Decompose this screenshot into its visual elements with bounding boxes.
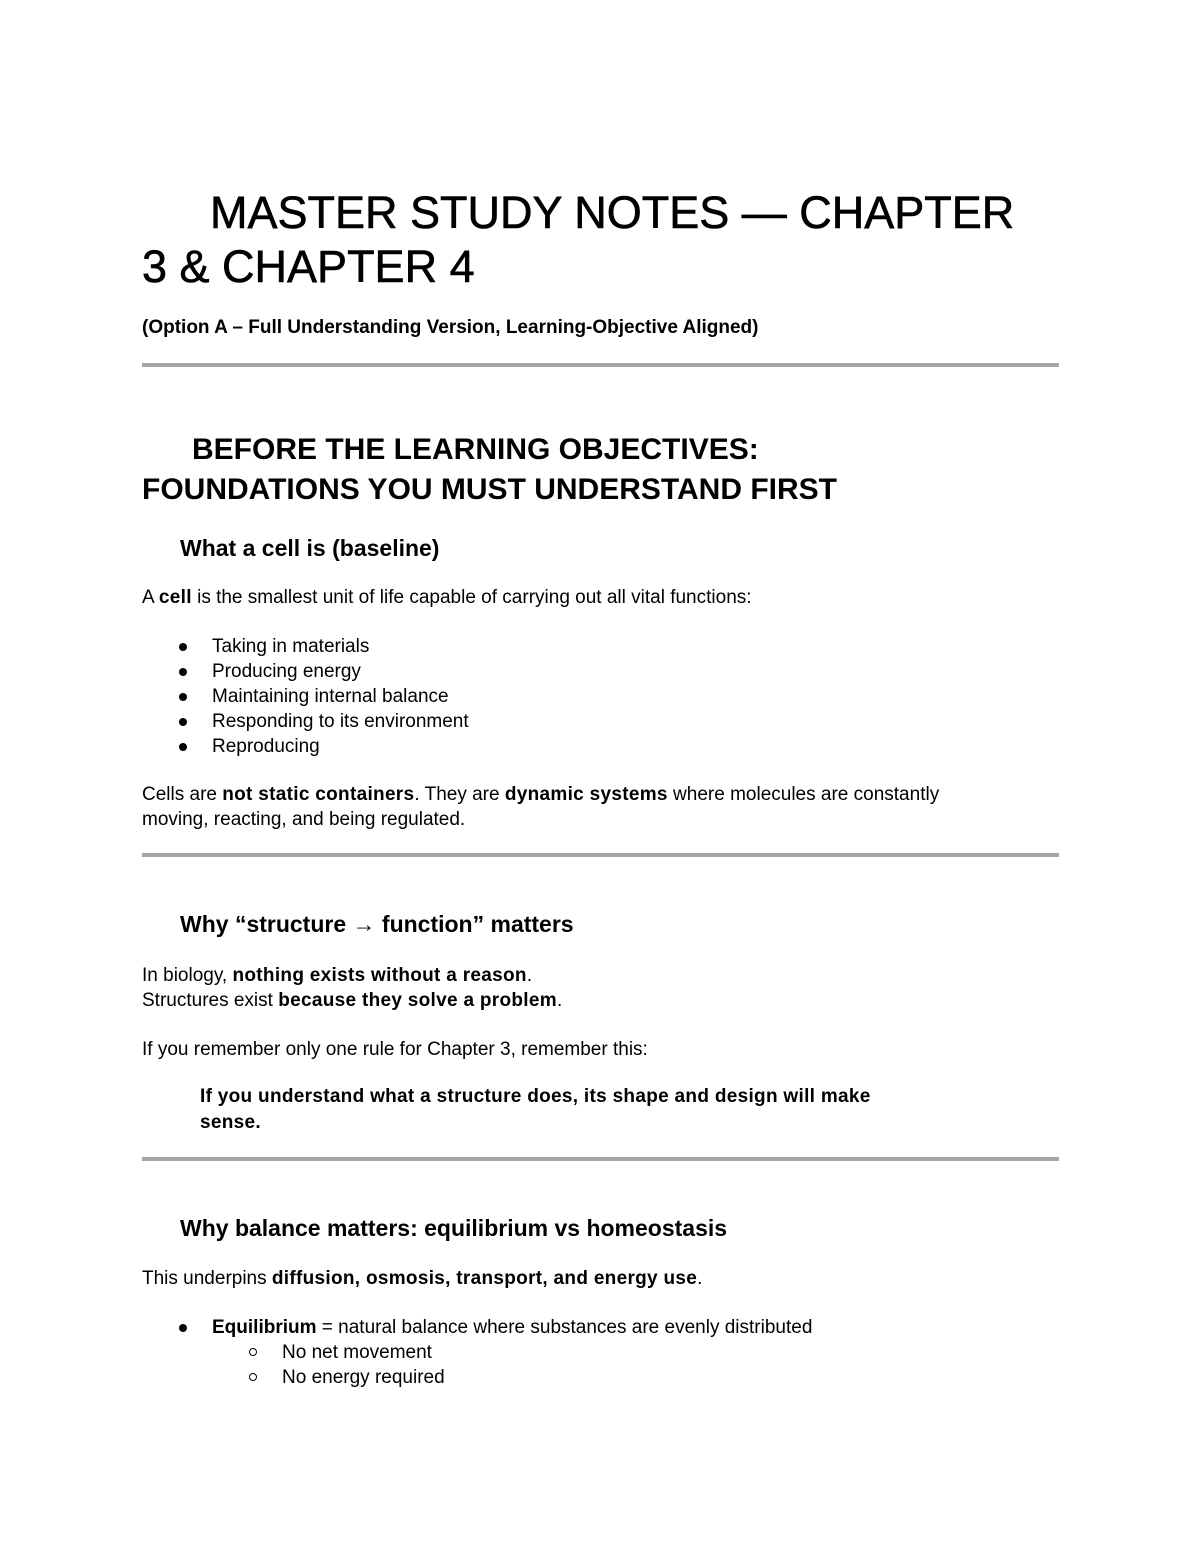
list-item: Reproducing — [142, 734, 1042, 759]
list-item: Equilibrium = natural balance where substances are evenly distributed — [142, 1315, 1042, 1340]
horizontal-rule — [142, 853, 1059, 857]
term-equilibrium: Equilibrium — [212, 1317, 317, 1338]
structure-explanation: In biology, nothing exists without a reason. Structures exist because they solve a problem. — [142, 965, 563, 1011]
list-item: No energy required — [142, 1365, 1042, 1390]
equilibrium-sublist — [142, 1340, 1042, 1390]
bullet-icon — [179, 668, 187, 676]
rule-intro: If you remember only one rule for Chapter 3, remember this: — [142, 1039, 648, 1060]
term-cell: cell — [158, 587, 192, 608]
document-title — [142, 186, 1062, 294]
list-item: Taking in materials — [142, 634, 1042, 659]
bullet-icon — [179, 643, 187, 651]
horizontal-rule — [142, 1157, 1059, 1161]
section-heading-line-1: BEFORE THE LEARNING OBJECTIVES: — [192, 433, 759, 466]
key-rule-quote: If you understand what a structure does, its shape and design will make sense. — [200, 1086, 871, 1133]
balance-list — [142, 1315, 1042, 1340]
cells-summary: Cells are not static containers. They are dynamic systems where molecules are constantly moving, reacting, and being regulated. — [142, 784, 940, 830]
section-heading-foundations — [142, 430, 1062, 510]
bullet-icon — [179, 743, 187, 751]
bullet-icon — [179, 693, 187, 701]
subheading-what-a-cell-is: What a cell is (baseline) — [180, 535, 440, 561]
list-item: Maintaining internal balance — [142, 684, 1042, 709]
list-item: Responding to its environment — [142, 709, 1042, 734]
bullet-icon — [179, 718, 187, 726]
title-line-2: 3 & CHAPTER 4 — [142, 241, 475, 292]
balance-intro: This underpins diffusion, osmosis, transport, and energy use. — [142, 1268, 703, 1289]
subheading-balance: Why balance matters: equilibrium vs homeostasis — [180, 1215, 728, 1241]
title-line-1: MASTER STUDY NOTES — CHAPTER — [210, 187, 1015, 238]
hollow-bullet-icon — [249, 1348, 257, 1356]
cell-definition: A cell is the smallest unit of life capable of carrying out all vital functions: — [142, 587, 752, 608]
list-item: Producing energy — [142, 659, 1042, 684]
subheading-structure-function: Why “structure → function” matters — [180, 911, 574, 937]
list-item: No net movement — [142, 1340, 1042, 1365]
hollow-bullet-icon — [249, 1373, 257, 1381]
document-subtitle: (Option A – Full Understanding Version, Learning-Objective Aligned) — [142, 317, 759, 338]
cell-functions-list — [142, 634, 1042, 759]
horizontal-rule — [142, 363, 1059, 367]
section-heading-line-2: FOUNDATIONS YOU MUST UNDERSTAND FIRST — [142, 473, 837, 506]
bullet-icon — [179, 1324, 187, 1332]
